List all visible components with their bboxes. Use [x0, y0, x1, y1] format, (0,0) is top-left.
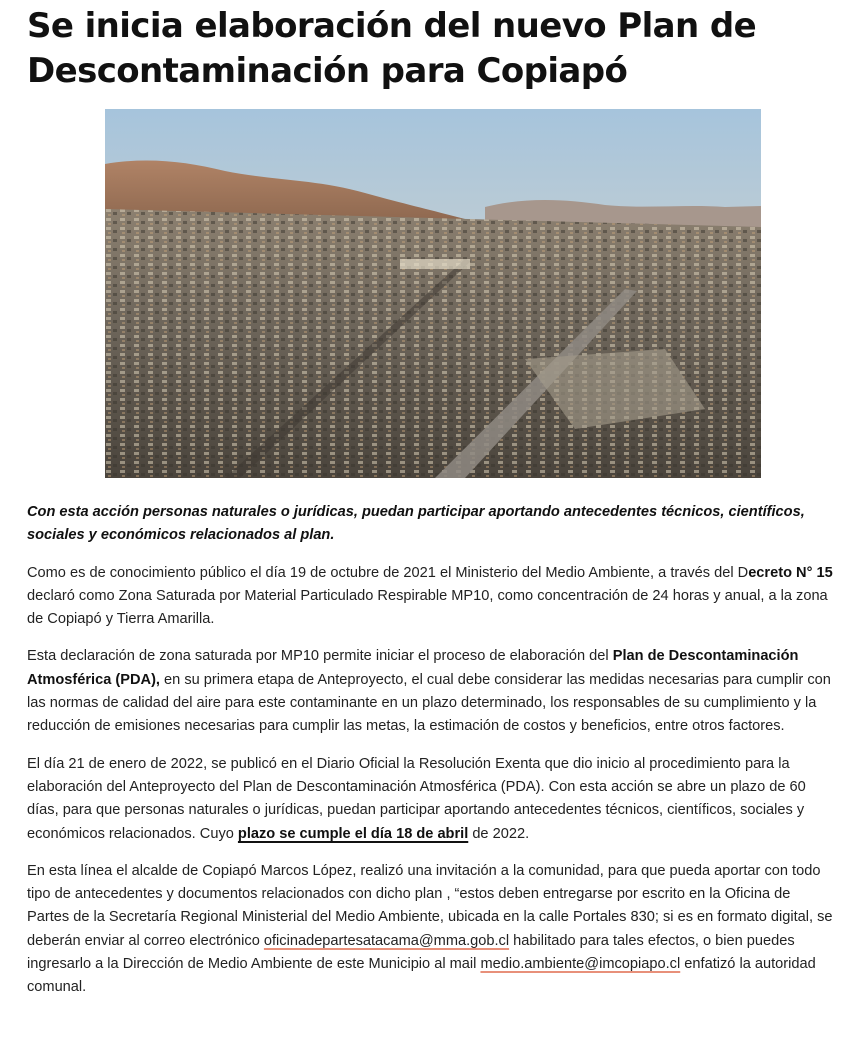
- paragraph-3: El día 21 de enero de 2022, se publicó en el Diario Oficial la Resolución Exenta que dio inicio al procedimiento para la elaboración del Anteproyecto del Plan de Descontaminación Atmosférica (PDA). Con esta acción se abre un plazo de 60 días, para que personas naturales o jurídicas, puedan participar aportando antecedentes técnicos, científicos, sociales y económicos relacionados. Cuyo plazo se cumple el día 18 de abril de 2022.: [27, 755, 806, 842]
- deadline-link[interactable]: plazo se cumple el día 18 de abril: [237, 825, 469, 842]
- article-title: Se inicia elaboración del nuevo Plan de Descontaminación para Copiapó: [27, 6, 757, 91]
- decree-reference: ecreto N° 15: [748, 564, 833, 581]
- email-link-medio-ambiente[interactable]: medio.ambiente@imcopiapo.cl: [480, 956, 681, 973]
- paragraph-4: En esta línea el alcalde de Copiapó Marcos López, realizó una invitación a la comunidad, para que pueda aportar con todo tipo de antecedentes y documentos relacionados con dicho plan , “estos deben entregarse por escrito en la Oficina de Partes de la Secretaría Regional Ministerial del Medio Ambiente, ubicada en la calle Portales 830; si es en formato digital, se deberán enviar al correo electrónico oficinadepartesatacama@mma.gob.cl habilitado para tales efectos, o bien puedes ingresarlo a la Dirección de Medio Ambiente de este Municipio al mail medio.ambiente@imcopiapo.cl enfatizó la autoridad comunal.: [27, 862, 833, 996]
- article-photo: [105, 109, 761, 478]
- email-link-oficina[interactable]: oficinadepartesatacama@mma.gob.cl: [263, 932, 510, 949]
- paragraph-1: Como es de conocimiento público el día 19 de octubre de 2021 el Ministerio del Medio Ambiente, a través del Decreto N° 15 declaró como Zona Saturada por Material Particulado Respirable MP10, como concentración de 24 horas y anual, a la zona de Copiapó y Tierra Amarilla.: [27, 564, 833, 628]
- paragraph-2: Esta declaración de zona saturada por MP10 permite iniciar el proceso de elaboración del Plan de Descontaminación Atmosférica (PDA), en su primera etapa de Anteproyecto, el cual debe considerar las medidas necesarias para cumplir con las normas de calidad del aire para este contaminante en un plazo determinado, los responsables de su cumplimiento y la reducción de emisiones necesarias para cumplir las metas, la estimación de costos y beneficios, entre otros factores.: [27, 648, 831, 735]
- article-lead: Con esta acción personas naturales o jurídicas, puedan participar aportando antecedentes técnicos, científicos, sociales y económicos relacionados al plan.: [27, 504, 805, 544]
- article-body: [27, 501, 833, 1014]
- article: [27, 0, 833, 996]
- plan-name: Plan de Descontaminación Atmosférica (PDA),: [27, 648, 799, 688]
